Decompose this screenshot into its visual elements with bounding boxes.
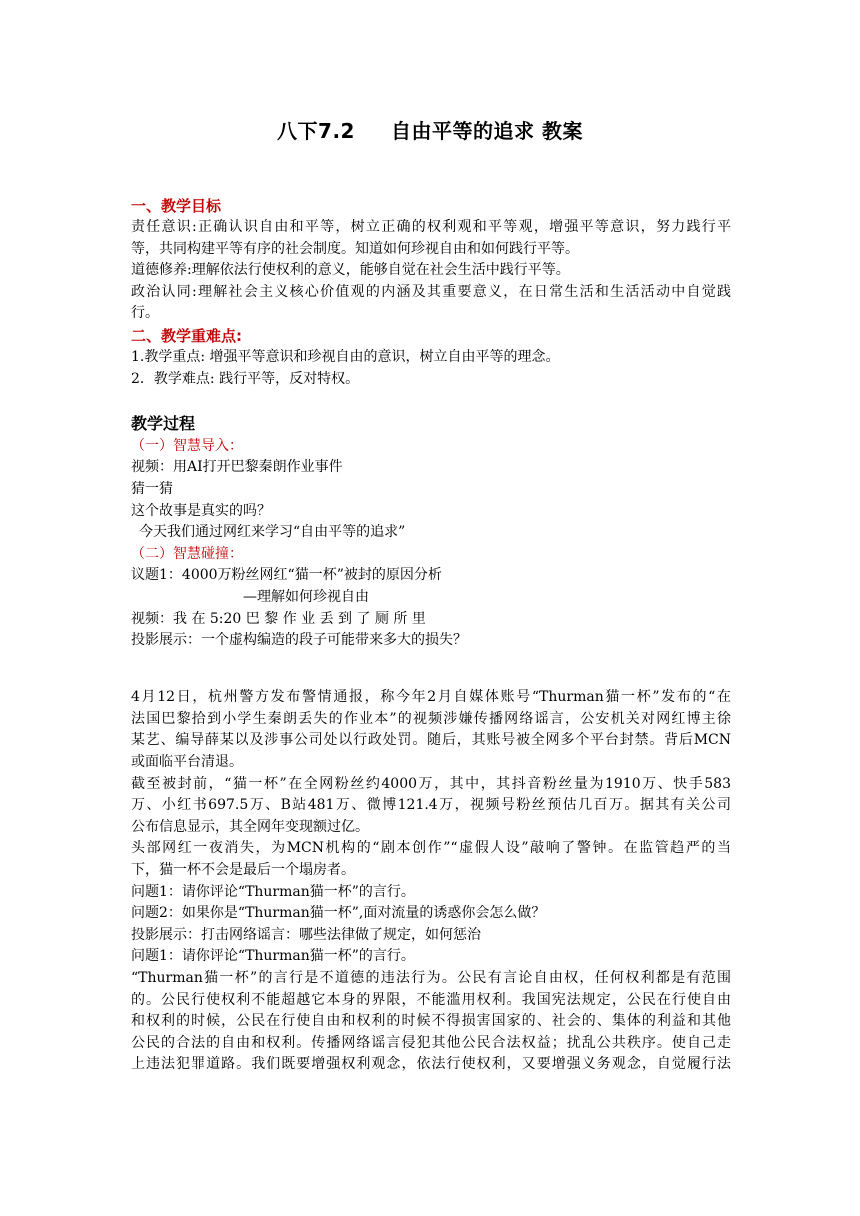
objective-line: 等，共同构建平等有序的社会制度。知道如何珍视自由和如何践行平等。 <box>131 240 579 257</box>
section-heading-objectives: 一、教学目标 <box>131 197 222 215</box>
objective-line: 政治认同:理解社会主义核心价值观的内涵及其重要意义，在日常生活和生活活动中自觉践 <box>131 283 731 300</box>
paragraph-line: 下，猫一杯不会是最后一个塌房者。 <box>131 862 355 879</box>
paragraph-line: 公布信息显示，其全网年变现额过亿。 <box>131 818 369 835</box>
objective-line: 责任意识:正确认识自由和平等，树立正确的权利观和平等观，增强平等意识，努力践行平 <box>131 219 731 235</box>
video-line: 视频：我 在 5:20 巴 黎 作 业 丢 到 了 厕 所 里 <box>131 610 426 627</box>
projection-line: 投影展示：打击网络谣言：哪些法律做了规定，如何惩治 <box>131 926 481 943</box>
topic-line: 议题1：4000万粉丝网红“猫一杯”被封的原因分析 <box>131 567 442 584</box>
document-title <box>0 115 860 144</box>
title-course-code: 八下7.2 <box>277 119 355 143</box>
title-topic: 自由平等的追求 教案 <box>390 119 583 143</box>
answer-line: “Thurman猫一杯”的言行是不道德的违法行为。公民有言论自由权，任何权利都是有范围 <box>131 970 731 986</box>
question-line: 问题2：如果你是“Thurman猫一杯”,面对流量的诱惑你会怎么做？ <box>131 905 546 922</box>
paragraph-line: 某艺、编导薛某以及涉事公司处以行政处罚。随后，其账号被全网多个平台封禁。背后MCN <box>131 732 731 749</box>
document-body <box>131 195 731 1076</box>
section-heading-key-points: 二、教学重难点: <box>131 326 242 345</box>
answer-line: 和权利的时候，公民在行使自由和权利的时候不得损害国家的、社会的、集体的利益和其他 <box>131 1013 731 1030</box>
objective-line: 行。 <box>131 305 159 322</box>
paragraph-line: 截至被封前，“猫一杯”在全网粉丝约4000万，其中，其抖音粉丝量为1910万、快手583 <box>131 775 731 792</box>
answer-line: 的。公民行使权利不能超越它本身的界限，不能滥用权利。我国宪法规定，公民在行使自由 <box>131 991 731 1008</box>
question-line: 问题1：请你评论“Thurman猫一杯”的言行。 <box>131 948 415 965</box>
intro-line: 今天我们通过网红来学习“自由平等的追求” <box>139 524 406 541</box>
projection-line: 投影展示：一个虚构编造的段子可能带来多大的损失？ <box>131 632 467 649</box>
intro-line: 视频：用AI打开巴黎秦朗作业事件 <box>131 459 343 476</box>
section-heading-process: 教学过程 <box>131 413 196 433</box>
intro-line: 这个故事是真实的吗？ <box>131 502 271 519</box>
intro-line: 猜一猜 <box>131 480 173 497</box>
paragraph-line: 法国巴黎拾到小学生秦朗丢失的作业本”的视频涉嫌传播网络谣言，公安机关对网红博主徐 <box>131 710 731 727</box>
paragraph-line: 或面临平台清退。 <box>131 754 243 771</box>
key-point-line: 2．教学难点: 践行平等，反对特权。 <box>131 370 360 387</box>
paragraph-line: 头部网红一夜消失，为MCN机构的“剧本创作”“虚假人设”敲响了警钟。在监管趋严的当 <box>131 840 731 857</box>
answer-line: 公民的合法的自由和权利。传播网络谣言侵犯其他公民合法权益；扰乱公共秩序。使自己走 <box>131 1034 731 1051</box>
paragraph-line: 万、小红书697.5万、B站481万、微博121.4万，视频号粉丝预估几百万。据其有关公司 <box>131 797 731 814</box>
subheading-intro: （一）智慧导入： <box>131 437 243 454</box>
subheading-collision: （二）智慧碰撞： <box>131 545 243 562</box>
objective-line: 道德修养:理解依法行使权利的意义，能够自觉在社会生活中践行平等。 <box>131 262 570 279</box>
paragraph-line: 4月12日，杭州警方发布警情通报，称今年2月自媒体账号“Thurman猫一杯”发布的“在 <box>131 689 731 706</box>
key-point-line: 1.教学重点: 增强平等意识和珍视自由的意识，树立自由平等的理念。 <box>131 348 560 365</box>
question-line: 问题1：请你评论“Thurman猫一杯”的言行。 <box>131 883 415 900</box>
answer-line: 上违法犯罪道路。我们既要增强权利观念，依法行使权利，又要增强义务观念，自觉履行法 <box>131 1056 731 1073</box>
topic-subline: —理解如何珍视自由 <box>243 588 369 605</box>
